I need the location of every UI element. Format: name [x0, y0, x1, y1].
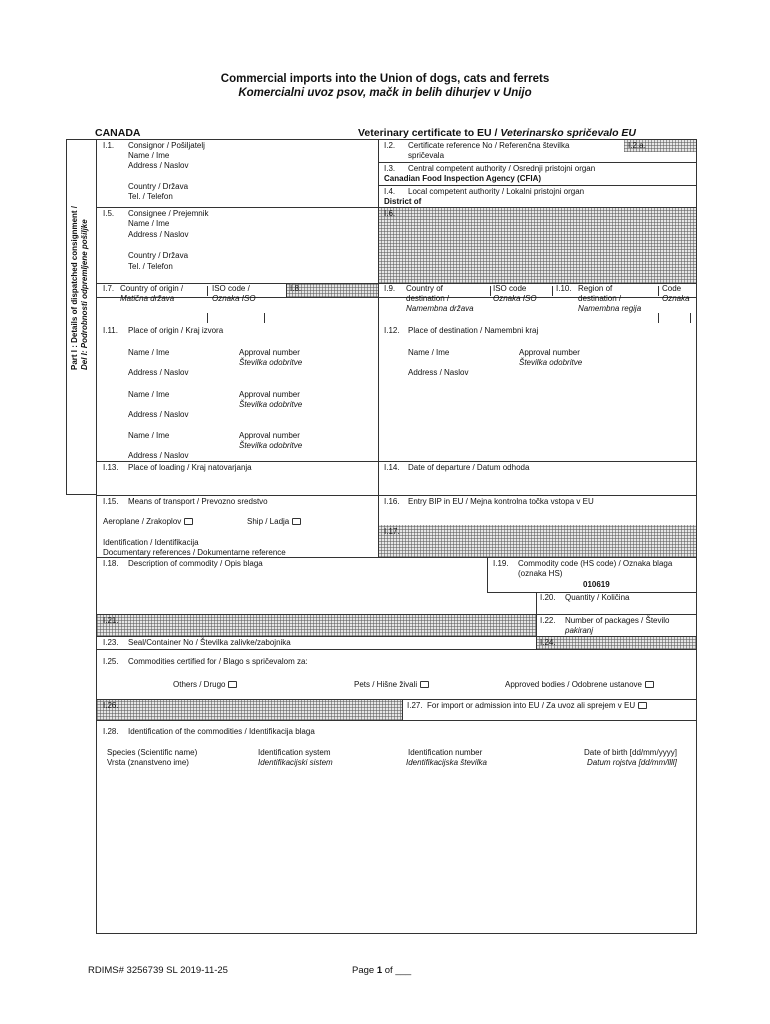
destination-iso-label: ISO code: [493, 284, 527, 293]
id-system-column-header-sl: Identifikacijski sistem: [258, 758, 333, 767]
consignor-tel-label: Tel. / Telefon: [128, 192, 173, 201]
field-I8-number: I.8.: [290, 284, 302, 293]
divider: [97, 636, 697, 637]
part-label: [70, 205, 90, 370]
divider: [378, 139, 379, 495]
field-I19-label-cont: (oznaka HS): [518, 569, 563, 578]
divider: [378, 495, 379, 557]
field-I10-label: Region of: [578, 284, 613, 293]
origin-approval-label: Approval number: [239, 431, 300, 440]
others-option[interactable]: [173, 680, 237, 690]
iso-code-separator: [490, 286, 491, 296]
part-label-sl: Del I: Podrobnosti odpremljene pošiljke: [80, 219, 89, 370]
field-I15-label: Means of transport / Prevozno sredstvo: [128, 497, 268, 506]
field-I2a-number: I.2.a.: [628, 141, 646, 150]
pets-checkbox[interactable]: [420, 681, 429, 688]
field-I27-option[interactable]: [407, 701, 647, 711]
field-I11-label: Place of origin / Kraj izvora: [128, 326, 224, 335]
consignee-country-label: Country / Država: [128, 251, 189, 260]
field-I3-number: I.3.: [384, 164, 396, 173]
origin-iso-label-sl: Oznaka ISO: [212, 294, 256, 303]
field-I12-number: I.12.: [384, 326, 400, 335]
region-separator: [552, 286, 553, 296]
field-I17-hatch: [378, 525, 696, 557]
destination-iso-label-sl: Oznaka ISO: [493, 294, 537, 303]
species-column-header-sl: Vrsta (znanstveno ime): [107, 758, 189, 767]
destination-name-label: Name / Ime: [408, 348, 450, 357]
field-I4-label: Local competent authority / Lokalni pristojni organ: [408, 187, 585, 196]
part-label-en: Part I : Details of dispatched consignment /: [70, 205, 79, 370]
divider: [487, 557, 488, 592]
certificate-heading: [358, 127, 636, 139]
region-code-label-sl: Oznaka: [662, 294, 690, 303]
origin-approval-label: Approval number: [239, 390, 300, 399]
divider: [286, 283, 287, 297]
code-separator: [658, 286, 659, 296]
field-I22-label: Number of packages / Število: [565, 616, 670, 625]
field-I27-label: For import or admission into EU / Za uvoz ali sprejem v EU: [427, 701, 636, 710]
field-I21-number: I.21.: [103, 616, 119, 625]
iso-code-separator: [207, 286, 208, 296]
field-I22-number: I.22.: [540, 616, 556, 625]
field-I23-number: I.23.: [103, 638, 119, 647]
field-I22-label-cont: pakiranj: [565, 626, 594, 635]
field-I9-number: I.9.: [384, 284, 396, 293]
page-number: 1: [376, 965, 383, 976]
birth-date-column-header: Date of birth [dd/mm/yyyy]: [584, 748, 677, 757]
field-I15-number: I.15.: [103, 497, 119, 506]
origin-approval-label-sl: Številka odobritve: [239, 441, 303, 450]
id-system-column-header: Identification system: [258, 748, 331, 757]
field-I2-number: I.2.: [384, 141, 396, 150]
consignee-tel-label: Tel. / Telefon: [128, 262, 173, 271]
origin-approval-label: Approval number: [239, 348, 300, 357]
id-number-column-header: Identification number: [408, 748, 483, 757]
field-I23-label: Seal/Container No / Številka zalivke/zabojnika: [128, 638, 291, 647]
consignee-address-label: Address / Naslov: [128, 230, 189, 239]
field-I7-label: Country of origin /: [120, 284, 184, 293]
ship-label: Ship / Ladja: [247, 517, 290, 526]
aeroplane-checkbox[interactable]: [184, 518, 193, 525]
field-I24-hatch: [536, 636, 696, 649]
field-I9-label-cont: destination /: [406, 294, 450, 303]
documentary-references-label: Documentary references / Dokumentarne reference: [103, 548, 286, 557]
species-column-header: Species (Scientific name): [107, 748, 198, 757]
others-label: Others / Drugo: [173, 680, 226, 689]
ship-option[interactable]: [247, 517, 301, 527]
field-I12-label: Place of destination / Namembni kraj: [408, 326, 539, 335]
field-I18-number: I.18.: [103, 559, 119, 568]
origin-address-label: Address / Naslov: [128, 368, 189, 377]
origin-name-label: Name / Ime: [128, 431, 170, 440]
origin-address-label: Address / Naslov: [128, 410, 189, 419]
field-I20-number: I.20.: [540, 593, 556, 602]
document-subtitle: Komercialni uvoz psov, mačk in belih dihurjev v Unijo: [238, 87, 532, 99]
divider: [97, 649, 697, 650]
origin-approval-label-sl: Številka odobritve: [239, 400, 303, 409]
divider: [536, 614, 697, 615]
origin-address-label: Address / Naslov: [128, 451, 189, 460]
document-reference: RDIMS# 3256739 SL 2019-11-25: [88, 965, 228, 976]
destination-approval-label-sl: Številka odobritve: [519, 358, 583, 367]
origin-name-label: Name / Ime: [128, 348, 170, 357]
page-counter: [352, 966, 411, 976]
divider: [378, 185, 697, 186]
field-I17-number: I.17.: [384, 527, 400, 536]
field-I10-label-cont: destination /: [578, 294, 622, 303]
field-I6-number: I.6.: [384, 209, 396, 218]
approved-bodies-checkbox[interactable]: [645, 681, 654, 688]
certificate-heading-en: Veterinary certificate to EU /: [358, 127, 501, 139]
ship-checkbox[interactable]: [292, 518, 301, 525]
field-I9-label: Country of: [406, 284, 443, 293]
origin-name-label: Name / Ime: [128, 390, 170, 399]
field-I7-label-sl: Matična država: [120, 294, 175, 303]
transport-identification-label: Identification / Identifikacija: [103, 538, 199, 547]
exporting-country: CANADA: [95, 127, 141, 139]
approved-bodies-label: Approved bodies / Odobrene ustanove: [505, 680, 642, 689]
divider: [97, 699, 697, 700]
certificate-heading-sl: Veterinarsko spričevalo EU: [500, 127, 636, 139]
pets-label: Pets / Hišne živali: [354, 680, 418, 689]
consignee-name-label: Name / Ime: [128, 219, 170, 228]
divider: [97, 495, 697, 496]
field-I3-label: Central competent authority / Osrednji pristojni organ: [408, 164, 596, 173]
field-I16-label: Entry BIP in EU / Mejna kontrolna točka vstopa v EU: [408, 497, 594, 506]
field-I11-number: I.11.: [103, 326, 118, 335]
divider: [97, 461, 697, 462]
field-I28-number: I.28.: [103, 727, 119, 736]
field-I26-number: I.26.: [103, 701, 119, 710]
field-I25-label: Commodities certified for / Blago s spričevalom za:: [128, 657, 308, 666]
local-authority-value: District of: [384, 197, 422, 206]
field-I25-number: I.25.: [103, 657, 119, 666]
commodity-code-value: 010619: [583, 580, 610, 589]
field-I2-label: Certificate reference No / Referenčna številka: [408, 141, 570, 150]
page-total: of ___: [382, 965, 412, 976]
field-I21-hatch: [97, 614, 536, 636]
id-number-column-header-sl: Identifikacijska številka: [406, 758, 487, 767]
field-I6-hatch: [378, 207, 696, 283]
others-checkbox[interactable]: [228, 681, 237, 688]
field-I10-label-sl: Namembna regija: [578, 304, 642, 313]
birth-date-column-header-sl: Datum rojstva [dd/mm/llll]: [587, 758, 677, 767]
field-I14-number: I.14.: [384, 463, 400, 472]
import-admission-checkbox[interactable]: [638, 702, 647, 709]
field-I4-number: I.4.: [384, 187, 396, 196]
iso-code-entry-tick: [207, 313, 208, 323]
field-I14-label: Date of departure / Datum odhoda: [408, 463, 530, 472]
field-I13-number: I.13.: [103, 463, 119, 472]
destination-approval-label: Approval number: [519, 348, 580, 357]
aeroplane-option[interactable]: [103, 517, 193, 527]
field-I2-label-cont: spričevala: [408, 151, 445, 160]
origin-iso-label: ISO code /: [212, 284, 250, 293]
aeroplane-label: Aeroplane / Zrakoplov: [103, 517, 182, 526]
divider: [536, 592, 537, 649]
central-authority-value: Canadian Food Inspection Agency (CFIA): [384, 174, 542, 183]
field-I9-label-sl: Namembna država: [406, 304, 474, 313]
field-I28-label: Identification of the commodities / Identifikacija blaga: [128, 727, 315, 736]
divider: [402, 699, 403, 720]
approved-bodies-option[interactable]: [505, 680, 654, 690]
field-I26-hatch: [97, 699, 402, 720]
divider: [97, 207, 697, 208]
pets-option[interactable]: [354, 680, 429, 690]
field-I19-number: I.19.: [493, 559, 509, 568]
region-code-label: Code: [662, 284, 682, 293]
field-I5-label: Consignee / Prejemnik: [128, 209, 209, 218]
field-I1-label: Consignor / Pošiljatelj: [128, 141, 205, 150]
field-I20-label: Quantity / Količina: [565, 593, 630, 602]
code-entry-tick: [658, 313, 659, 323]
field-I18-label: Description of commodity / Opis blaga: [128, 559, 263, 568]
field-I19-label: Commodity code (HS code) / Oznaka blaga: [518, 559, 673, 568]
field-I13-label: Place of loading / Kraj natovarjanja: [128, 463, 252, 472]
iso-code-entry-tick: [264, 313, 265, 323]
code-entry-tick: [690, 313, 691, 323]
divider: [97, 720, 697, 721]
field-I24-number: I.24.: [540, 638, 556, 647]
page-label: Page: [352, 965, 377, 976]
divider: [378, 162, 697, 163]
field-I5-number: I.5.: [103, 209, 115, 218]
field-I7-number: I.7.: [103, 284, 115, 293]
divider: [97, 614, 536, 615]
field-I16-number: I.16.: [384, 497, 400, 506]
field-I27-number: I.27.: [407, 701, 423, 710]
destination-address-label: Address / Naslov: [408, 368, 469, 377]
consignor-country-label: Country / Država: [128, 182, 189, 191]
document-title: Commercial imports into the Union of dogs, cats and ferrets: [220, 73, 550, 85]
field-I1-number: I.1.: [103, 141, 115, 150]
field-I10-number: I.10.: [556, 284, 572, 293]
consignor-address-label: Address / Naslov: [128, 161, 189, 170]
consignor-name-label: Name / Ime: [128, 151, 170, 160]
origin-approval-label-sl: Številka odobritve: [239, 358, 303, 367]
